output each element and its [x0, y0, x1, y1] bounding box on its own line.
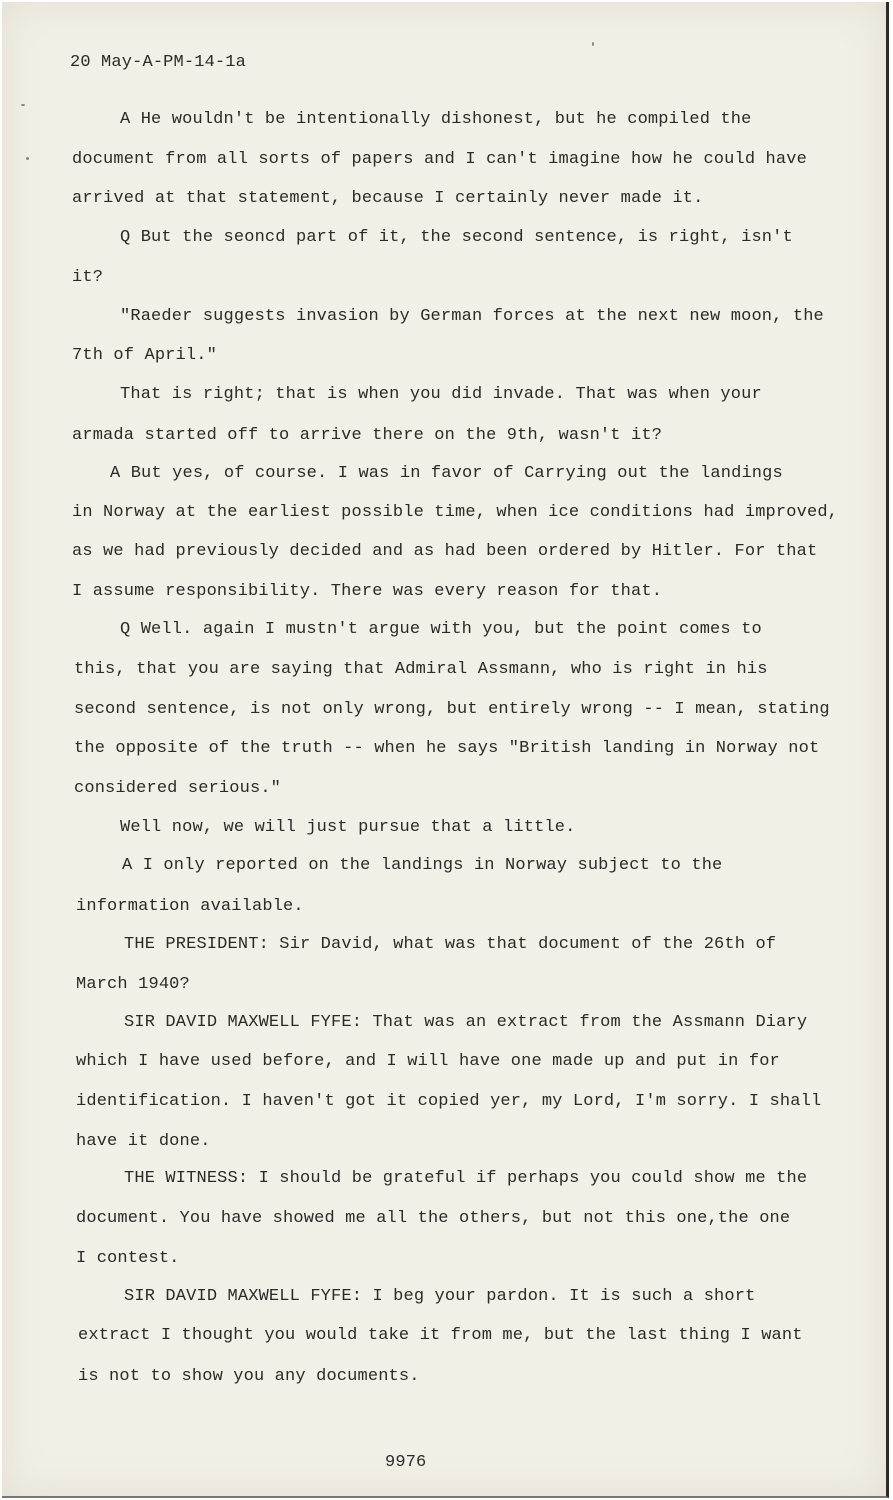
transcript-line: March 1940?: [76, 975, 190, 994]
transcript-line: which I have used before, and I will have one made up and put in for: [76, 1052, 780, 1071]
transcript-line: armada started off to arrive there on the 9th, wasn't it?: [72, 426, 663, 445]
transcript-line: "Raeder suggests invasion by German forces at the next new moon, the: [120, 307, 824, 326]
transcript-line: identification. I haven't got it copied yer, my Lord, I'm sorry. I shall: [76, 1092, 822, 1111]
transcript-line: as we had previously decided and as had been ordered by Hitler. For that: [72, 542, 818, 561]
transcript-line: this, that you are saying that Admiral Assmann, who is right in his: [74, 660, 768, 679]
transcript-line: That is right; that is when you did invade. That was when your: [120, 385, 762, 404]
transcript-line: document from all sorts of papers and I can't imagine how he could have: [72, 150, 807, 169]
transcript-line: I assume responsibility. There was every reason for that.: [72, 582, 663, 601]
transcript-line: extract I thought you would take it from me, but the last thing I want: [78, 1326, 803, 1345]
page-header: 20 May-A-PM-14-1a: [70, 53, 246, 72]
transcript-line: arrived at that statement, because I certainly never made it.: [72, 189, 704, 208]
transcript-line: A He wouldn't be intentionally dishonest, but he compiled the: [120, 110, 752, 129]
transcript-line: Q Well. again I mustn't argue with you, but the point comes to: [120, 620, 762, 639]
transcript-line: considered serious.": [74, 779, 282, 798]
transcript-line: SIR DAVID MAXWELL FYFE: I beg your pardon. It is such a short: [124, 1287, 756, 1306]
transcript-line: Q But the seoncd part of it, the second sentence, is right, isn't: [120, 228, 793, 247]
transcript-line: is not to show you any documents.: [78, 1367, 420, 1386]
transcript-line: the opposite of the truth -- when he says "British landing in Norway not: [74, 739, 820, 758]
paper-mark: [21, 104, 25, 106]
transcript-line: information available.: [76, 897, 304, 916]
paper-mark: [26, 157, 29, 160]
transcript-line: Well now, we will just pursue that a little.: [120, 818, 576, 837]
transcript-line: document. You have showed me all the others, but not this one,the one: [76, 1209, 791, 1228]
transcript-line: SIR DAVID MAXWELL FYFE: That was an extract from the Assmann Diary: [124, 1013, 808, 1032]
transcript-page: [2, 2, 889, 1498]
transcript-line: THE WITNESS: I should be grateful if perhaps you could show me the: [124, 1169, 808, 1188]
transcript-line: second sentence, is not only wrong, but entirely wrong -- I mean, stating: [74, 700, 830, 719]
page-number: 9976: [385, 1453, 427, 1472]
transcript-line: A But yes, of course. I was in favor of Carrying out the landings: [110, 464, 783, 483]
transcript-line: THE PRESIDENT: Sir David, what was that document of the 26th of: [124, 935, 777, 954]
transcript-line: A I only reported on the landings in Norway subject to the: [122, 856, 723, 875]
transcript-line: in Norway at the earliest possible time, when ice conditions had improved,: [72, 503, 839, 522]
transcript-line: it?: [72, 268, 104, 287]
transcript-line: 7th of April.": [72, 346, 217, 365]
paper-mark: [592, 42, 594, 46]
transcript-line: have it done.: [76, 1132, 211, 1151]
transcript-line: I contest.: [76, 1249, 180, 1268]
